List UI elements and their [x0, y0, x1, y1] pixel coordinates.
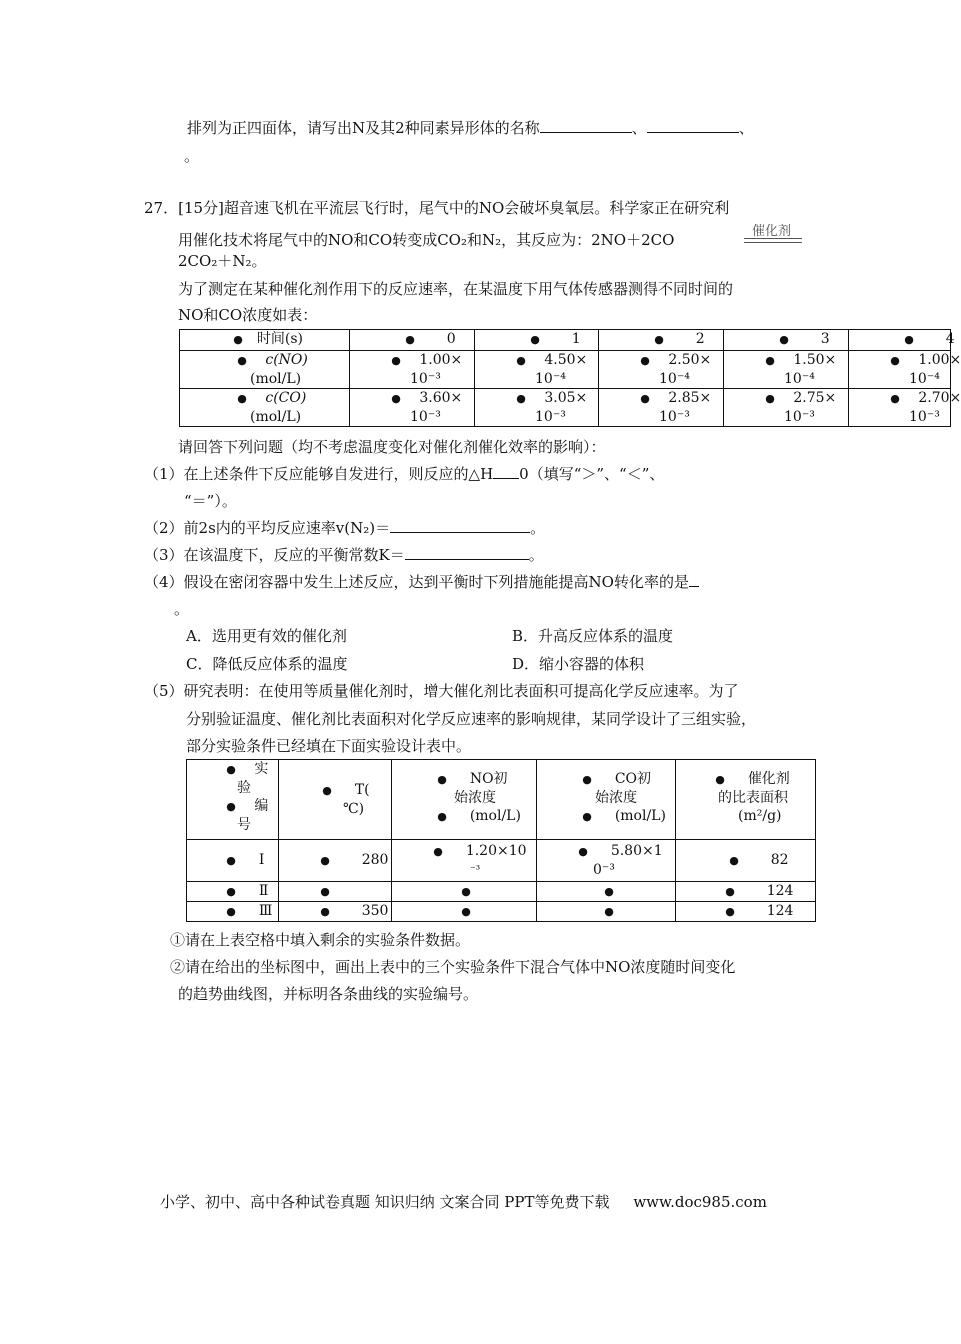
table-row: [187, 760, 816, 840]
option-d: D．缩小容器的体积: [512, 655, 645, 673]
bullet-icon: ●: [322, 784, 332, 797]
table-cell: ● 350: [279, 902, 392, 922]
table-row: [180, 330, 951, 351]
footer: 小学、初中、高中各种试卷真题 知识归纳 文案合同 PPT等免费下载 www.doc985.com: [160, 1193, 767, 1211]
table-cell: ● 2.50× 10⁻⁴: [599, 351, 724, 389]
question-5-line3: 部分实验条件已经填在下面实验设计表中。: [186, 737, 472, 755]
answer-blank[interactable]: [390, 518, 530, 533]
table-cell: ● 1: [475, 330, 599, 351]
bullet-icon: ●: [226, 905, 236, 918]
table-cell: ● 1.00× 10⁻⁴: [849, 351, 951, 389]
question-4: （4）假设在密闭容器中发生上述反应，达到平衡时下列措施能提高NO转化率的是: [144, 572, 699, 592]
bullet-icon: ●: [226, 763, 236, 776]
sub-question-2-line1: ②请在给出的坐标图中，画出上表中的三个实验条件下混合气体中NO浓度随时间变化: [170, 958, 736, 976]
sub-question-2-line2: 的趋势曲线图，并标明各条曲线的实验编号。: [178, 985, 479, 1003]
bullet-icon: ●: [391, 392, 401, 405]
top-text-line1: 排列为正四面体，请写出N及其2种同素异形体的名称 、 、: [187, 119, 754, 137]
table-row: [180, 351, 951, 389]
bullet-icon: ●: [226, 854, 236, 867]
table-cell: ● 124: [676, 902, 816, 922]
table-cell: ● 0: [350, 330, 475, 351]
question-2: （2）前2s内的平均反应速率v(N₂)＝ 。: [144, 519, 546, 537]
bullet-icon: ●: [890, 354, 900, 367]
option-b: B．升高反应体系的温度: [512, 627, 674, 645]
table-cell[interactable]: [392, 882, 537, 902]
table-cell: ● 82: [676, 840, 816, 882]
bullet-icon: ●: [320, 905, 330, 918]
table-cell: ● c(CO) (mol/L): [180, 389, 350, 427]
bullet-icon: ●: [516, 392, 526, 405]
table-cell: ● 3.60× 10⁻³: [350, 389, 475, 427]
table-row: [180, 389, 951, 427]
sub-question-1: ①请在上表空格中填入剩余的实验条件数据。: [170, 931, 471, 949]
table-cell: ● 2.85× 10⁻³: [599, 389, 724, 427]
bullet-icon: ●: [765, 354, 775, 367]
table-cell: ● Ⅱ: [187, 882, 279, 902]
bullet-icon: ●: [904, 333, 914, 346]
table-cell[interactable]: [392, 902, 537, 922]
table-cell: ● c(NO) (mol/L): [180, 351, 350, 389]
table-cell: ● 5.80×1 0⁻³: [537, 840, 676, 882]
bullet-icon: ●: [715, 773, 725, 786]
bullet-icon: ●: [437, 773, 447, 786]
table-cell[interactable]: [537, 902, 676, 922]
answer-blank[interactable]: [493, 464, 519, 479]
bullet-icon: ●: [226, 800, 236, 813]
table-cell: ● 2.70× 10⁻³: [849, 389, 951, 427]
bullet-icon: ●: [433, 845, 443, 858]
q27-line2: 用催化技术将尾气中的NO和CO转变成CO₂和N₂，其反应为：2NO＋2CO: [178, 231, 675, 249]
bullet-icon: ●: [725, 905, 735, 918]
answer-blank[interactable]: [540, 118, 632, 133]
bullet-icon: ●: [779, 333, 789, 346]
table-cell: ● Ⅰ: [187, 840, 279, 882]
question-4-end: 。: [174, 600, 190, 618]
table-row: [187, 882, 816, 902]
table-cell: ● 4.50× 10⁻⁴: [475, 351, 599, 389]
question-5-line1: （5）研究表明：在使用等质量催化剂时，增大催化剂比表面积可提高化学反应速率。为了: [144, 682, 739, 700]
question-1-cont: “＝”）。: [184, 492, 237, 510]
q27-header: 27．[15分]超音速飞机在平流层飞行时，尾气中的NO会破坏臭氧层。科学家正在研究利: [144, 199, 730, 217]
table-cell: ● 2.75× 10⁻³: [724, 389, 849, 427]
bullet-icon: ●: [516, 354, 526, 367]
table-cell: ● 2: [599, 330, 724, 351]
table-cell: ● 时间(s): [180, 330, 350, 351]
footer-link[interactable]: www.doc985.com: [633, 1193, 767, 1211]
bullet-icon: ●: [405, 333, 415, 346]
table-cell[interactable]: [537, 882, 676, 902]
table-cell: ● 3.05× 10⁻³: [475, 389, 599, 427]
answer-blank[interactable]: [647, 118, 739, 133]
table-cell: ● 1.00× 10⁻³: [350, 351, 475, 389]
table-cell: ● 1.50× 10⁻⁴: [724, 351, 849, 389]
top-text-line2: 。: [184, 147, 200, 165]
question-3: （3）在该温度下，反应的平衡常数K＝ 。: [144, 546, 544, 564]
bullet-icon: ●: [237, 392, 247, 405]
bullet-icon: ●: [582, 810, 592, 823]
answer-blank[interactable]: [405, 545, 529, 560]
questions-intro: 请回答下列问题（均不考虑温度变化对催化剂催化效率的影响）：: [178, 438, 606, 456]
bullet-icon: ●: [578, 845, 588, 858]
question-5-line2: 分别验证温度、催化剂比表面积对化学反应速率的影响规律，某同学设计了三组实验，: [186, 710, 757, 728]
table-cell: ● 实 验 ● 编 号: [187, 760, 279, 840]
answer-blank[interactable]: [689, 572, 699, 587]
reaction-arrow: [744, 238, 802, 239]
table-row: [187, 840, 816, 882]
q27-line3: 2CO₂＋N₂。: [178, 252, 267, 270]
bullet-icon: ●: [237, 354, 247, 367]
bullet-icon: ●: [233, 333, 243, 346]
bullet-icon: ●: [320, 854, 330, 867]
experiment-table: [186, 759, 816, 922]
bullet-icon: ●: [461, 885, 471, 898]
table-cell: ● 124: [676, 882, 816, 902]
table-cell: ● T( ℃): [279, 760, 392, 840]
option-a: A．选用更有效的催化剂: [186, 627, 347, 645]
bullet-icon: ●: [729, 854, 739, 867]
bullet-icon: ●: [320, 885, 330, 898]
table-cell: ● CO初 始浓度 ● (mol/L): [537, 760, 676, 840]
table-cell: ● 3: [724, 330, 849, 351]
table-cell: ● NO初 始浓度 ● (mol/L): [392, 760, 537, 840]
bullet-icon: ●: [640, 392, 650, 405]
bullet-icon: ●: [604, 885, 614, 898]
table-cell: ● 1.20×10 ⁻³: [392, 840, 537, 882]
bullet-icon: ●: [640, 354, 650, 367]
table-cell: ● 280: [279, 840, 392, 882]
reaction-arrow: [744, 242, 802, 243]
bullet-icon: ●: [461, 905, 471, 918]
table-cell[interactable]: [279, 882, 392, 902]
catalyst-label: 催化剂: [752, 224, 792, 239]
bullet-icon: ●: [765, 392, 775, 405]
bullet-icon: ●: [226, 885, 236, 898]
q27-line4: 为了测定在某种催化剂作用下的反应速率，在某温度下用气体传感器测得不同时间的: [178, 280, 734, 298]
table-cell: ● 催化剂 的比表面积 (m²/g): [676, 760, 816, 840]
concentration-table: [179, 329, 961, 427]
bullet-icon: ●: [890, 392, 900, 405]
table-cell: ● 4: [849, 330, 951, 351]
option-c: C．降低反应体系的温度: [186, 655, 348, 673]
bullet-icon: ●: [582, 773, 592, 786]
question-1: （1）在上述条件下反应能够自发进行，则反应的△H 0（填写“＞”、“＜”、: [144, 465, 665, 483]
table-row: [187, 902, 816, 922]
bullet-icon: ●: [725, 885, 735, 898]
bullet-icon: ●: [437, 810, 447, 823]
bullet-icon: ●: [654, 333, 664, 346]
q27-line5: NO和CO浓度如表：: [178, 306, 318, 324]
table-cell: ● Ⅲ: [187, 902, 279, 922]
bullet-icon: ●: [391, 354, 401, 367]
bullet-icon: ●: [530, 333, 540, 346]
bullet-icon: ●: [604, 905, 614, 918]
